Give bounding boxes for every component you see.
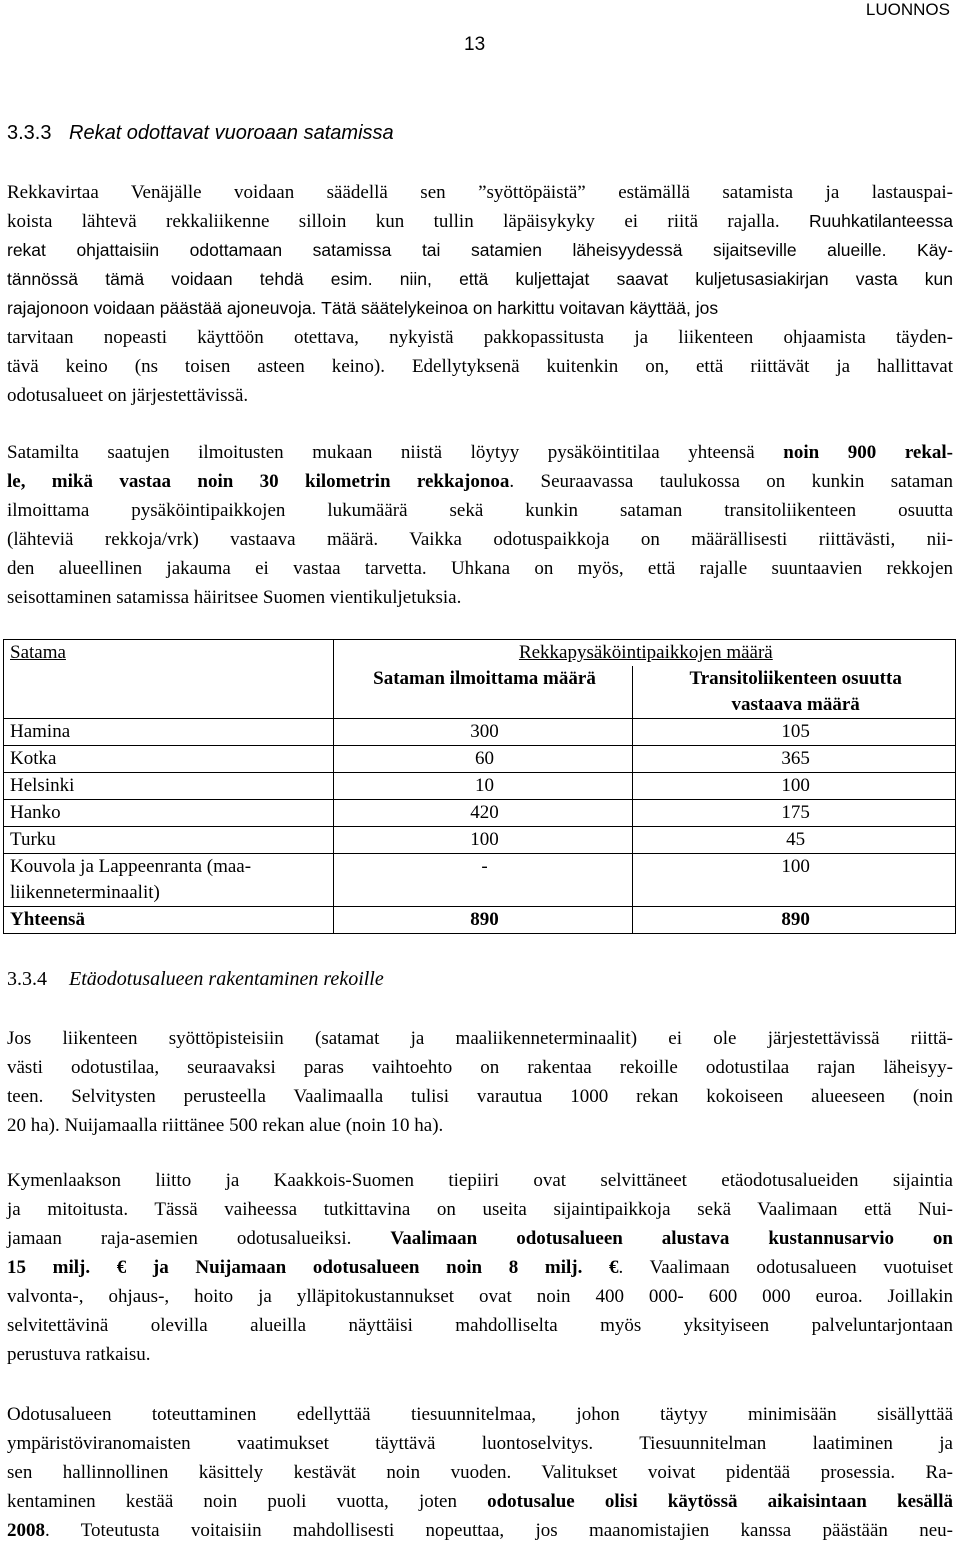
text-span: rajajonoon voidaan päästää ajoneuvoja.: [7, 298, 317, 318]
text-line: selvitettävinä olevilla alueilla näyttäisi mahdolliselta myös yksityiseen palveluntarjontaan: [7, 1315, 953, 1336]
parking-table: [3, 639, 956, 934]
table-cell: Turku: [4, 827, 334, 854]
paragraph-3-3-4-1: [7, 1024, 953, 1140]
bold-span: Vaalimaan odotusalueen alustava kustannusarvio on: [390, 1228, 954, 1249]
text-line: den alueellinen jakauma ei vastaa tarvetta. Uhkana on myös, että rajalle suuntaavien rekkojen: [7, 558, 953, 579]
section-heading-3-3-3: [7, 122, 394, 145]
text-span: . Vaalimaan odotusalueen vuotuiset: [618, 1257, 953, 1278]
table-cell: 105: [633, 719, 956, 746]
table-cell: 100: [633, 854, 956, 907]
table-cell: 100: [333, 827, 633, 854]
table-cell: Hanko: [4, 800, 334, 827]
draft-label: LUONNOS: [865, 0, 950, 19]
bold-span: odotusalue olisi käytössä aikaisintaan kesällä: [487, 1491, 953, 1512]
col-reported: Sataman ilmoittama määrä: [333, 666, 633, 719]
col-transit-line: Transitoliikenteen osuutta: [689, 668, 902, 689]
text-line: [7, 352, 953, 381]
table-cell: Kotka: [4, 746, 334, 773]
table-row: [4, 773, 956, 800]
text-line: [7, 294, 953, 323]
section-title: Rekat odottavat vuoroaan satamissa: [69, 122, 394, 144]
text-span: . Toteutusta voitaisiin mahdollisesti nopeuttaa, jos maanomistajien kanssa päästään neu-: [45, 1520, 953, 1541]
text-line: [7, 467, 953, 496]
table-cell: 60: [333, 746, 633, 773]
col-satama: Satama: [10, 642, 66, 663]
text-span: koista lähtevä rekkaliikenne silloin kun tullin läpäisykyky ei riitä rajalla.: [7, 211, 780, 232]
section-number: 3.3.4: [7, 968, 47, 990]
text-line: teen. Selvitysten perusteella Vaalimaalla tulisi varautua 1000 rekan kokoiseen alueeseen (noin: [7, 1086, 953, 1107]
table-cell: 420: [333, 800, 633, 827]
text-line: Jos liikenteen syöttöpisteisiin (satamat ja maaliikenneterminaalit) ei ole järjestettävissä riittä-: [7, 1028, 953, 1049]
page-number: 13: [464, 34, 486, 55]
table-subheader-row: [4, 666, 956, 719]
table-row: [4, 827, 956, 854]
table-cell: Helsinki: [4, 773, 334, 800]
col-transit: [633, 666, 956, 719]
text-line: Odotusalueen toteuttaminen edellyttää tiesuunnitelmaa, johon täytyy minimisään sisällyttää: [7, 1404, 953, 1425]
table-header-cell: [4, 666, 334, 719]
text-span: tävä keino (ns toisen asteen keino).: [7, 356, 385, 377]
col-transit-line: vastaava määrä: [731, 694, 860, 715]
text-span: Tätä säätelykeinoa on harkittu voitavan käyttää, jos: [321, 298, 719, 318]
table-header-cell: [4, 640, 334, 667]
group-header: Rekkapysäköintipaikkojen määrä: [518, 642, 773, 663]
table-cell: 10: [333, 773, 633, 800]
text-span: kentaminen kestää noin puoli vuotta, joten: [7, 1491, 488, 1512]
text-span: Ruuhkatilanteessa: [809, 211, 953, 231]
section-number: 3.3.3: [7, 122, 52, 144]
table-row: [4, 800, 956, 827]
text-span: Satamilta saatujen ilmoitusten mukaan niistä löytyy pysäköintitilaa yhteensä: [7, 442, 784, 463]
table-cell: [4, 854, 334, 907]
table-cell: 300: [333, 719, 633, 746]
text-line: västi odotustilaa, seuraavaksi paras vaihtoehto on rakentaa rekoille odotustilaa rajan läheisyy-: [7, 1057, 953, 1078]
text-line: ja mitoitusta. Tässä vaiheessa tutkittavina on useita sijaintipaikkoja sekä Vaalimaan että Nui-: [7, 1199, 953, 1220]
paragraph-3-3-4-2: [7, 1166, 953, 1369]
paragraph-3-3-3-2: [7, 438, 953, 612]
bold-span: noin 900 rekal-: [783, 442, 954, 463]
text-line: Rekkavirtaa Venäjälle voidaan säädellä sen ”syöttöpäistä” estämällä satamista ja lastauspai-: [7, 182, 953, 203]
text-line: Kymenlaakson liitto ja Kaakkois-Suomen tiepiiri ovat selvittäneet etäodotusalueiden sijaintia: [7, 1170, 953, 1191]
section-heading-3-3-4: [7, 968, 384, 991]
text-span: jamaan raja-asemien odotusalueiksi.: [7, 1228, 391, 1249]
table-cell: 890: [333, 907, 633, 934]
text-line: sen hallinnollinen käsittely kestävät noin vuoden. Valitukset voivat pidentää prosessia. Ra-: [7, 1462, 953, 1483]
text-line: ilmoittama pysäköintipaikkojen lukumäärä sekä kunkin sataman transitoliikenteen osuutta: [7, 500, 953, 521]
table-row-total: [4, 907, 956, 934]
table-header-cell: [333, 640, 955, 667]
cell-line: Kouvola ja Lappeenranta (maa-: [10, 856, 252, 877]
section-title: Etäodotusalueen rakentaminen rekoille: [69, 968, 384, 990]
table-header-row: [4, 640, 956, 667]
text-line: 20 ha). Nuijamaalla riittänee 500 rekan alue (noin 10 ha).: [7, 1115, 444, 1136]
text-line: seisottaminen satamissa häiritsee Suomen vientikuljetuksia.: [7, 587, 462, 608]
table-cell: 890: [633, 907, 956, 934]
table-cell: Yhteensä: [4, 907, 334, 934]
table-row: [4, 719, 956, 746]
text-line: (lähteviä rekkoja/vrk) vastaava määrä. Vaikka odotuspaikkoja on määrällisesti riittävästi, nii-: [7, 529, 953, 550]
text-line: perustuva ratkaisu.: [7, 1344, 151, 1365]
table-cell: 365: [633, 746, 956, 773]
text-line: ympäristöviranomaisten vaatimukset täyttävä luontoselvitys. Tiesuunnitelman laatiminen ja: [7, 1433, 953, 1454]
text-span: . Seuraavassa taulukossa on kunkin sataman: [509, 471, 954, 492]
text-line: tännössä tämä voidaan tehdä esim. niin, että kuljettajat saavat kuljetusasiakirjan vasta kun: [7, 269, 953, 289]
text-line: [7, 1516, 953, 1545]
text-line: [7, 1253, 953, 1282]
bold-span: le, mikä vastaa noin 30 kilometrin rekkajonoa: [7, 471, 510, 492]
table-cell: 45: [633, 827, 956, 854]
text-line: [7, 207, 953, 236]
paragraph-3-3-4-3: [7, 1400, 953, 1545]
text-line: tarvitaan nopeasti käyttöön otettava, nykyistä pakkopassitusta ja liikenteen ohjaamista täyden-: [7, 327, 953, 348]
bold-span: 15 milj. € ja Nuijamaan odotusalueen noin 8 milj. €: [7, 1257, 619, 1278]
text-line: odotusalueet on järjestettävissä.: [7, 385, 249, 406]
table-cell: -: [333, 854, 633, 907]
text-line: valvonta-, ohjaus-, hoito ja ylläpitokustannukset ovat noin 400 000- 600 000 euroa. Joillakin: [7, 1286, 953, 1307]
table-cell: Hamina: [4, 719, 334, 746]
table-row-kouvola: [4, 854, 956, 907]
table-cell: 175: [633, 800, 956, 827]
text-line: [7, 438, 953, 467]
cell-line: liikenneterminaalit): [10, 882, 160, 903]
text-line: [7, 1487, 953, 1516]
text-line: rekat ohjattaisiin odottamaan satamissa tai satamien läheisyydessä sijaitseville alueille. Käy-: [7, 240, 953, 260]
table-cell: 100: [633, 773, 956, 800]
text-line: [7, 1224, 953, 1253]
table-row: [4, 746, 956, 773]
paragraph-3-3-3-1: [7, 178, 953, 410]
text-span: Edellytyksenä kuitenkin on, että riittävät ja hallittavat: [411, 356, 953, 377]
bold-span: 2008: [7, 1520, 45, 1541]
